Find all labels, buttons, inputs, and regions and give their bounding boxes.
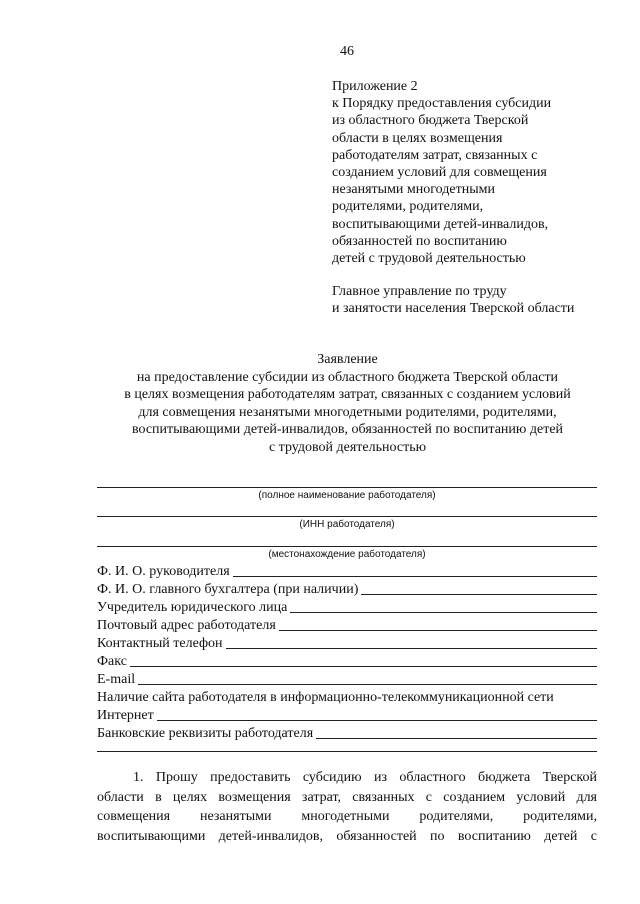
phone-field [97,634,597,652]
employer-name-caption: (полное наименование работодателя) [258,490,436,501]
founder-label: Учредитель юридического лица [97,600,288,615]
paragraph-line: воспитывающими детей-инвалидов, обязанностей по воспитанию детей с [97,828,597,844]
title-line: с трудовой деятельностью [268,439,427,455]
appendix-header [332,78,622,267]
appendix-line: воспитывающими детей-инвалидов, [332,216,549,232]
appendix-line: к Порядку предоставления субсидии [332,96,552,112]
appendix-line: детей с трудовой деятельностью [332,251,526,267]
location-caption: (местонахождение работодателя) [268,549,426,560]
director-label: Ф. И. О. руководителя [97,564,230,579]
appendix-line: Приложение 2 [332,79,418,94]
title-line: для совмещения незанятыми многодетными родителями, родителями, [138,404,557,420]
director-line[interactable] [233,576,597,577]
email-label: E-mail [97,672,136,687]
postal-address-field [97,616,597,634]
website-label-internet: Интернет [97,708,154,723]
bank-details-field [97,724,597,742]
inn-caption: (ИНН работодателя) [299,519,395,530]
founder-line[interactable] [290,612,597,613]
title-heading: Заявление [317,352,378,367]
addressee [332,283,622,317]
document-title [60,351,635,457]
inn-blank[interactable] [97,516,597,517]
chief-accountant-line[interactable] [361,594,597,595]
appendix-line: родителями, родителями, [332,199,484,215]
appendix-line: из областного бюджета Тверской [332,113,529,129]
email-line[interactable] [138,684,597,685]
chief-accountant-field [97,580,597,598]
website-field-line1 [97,688,597,706]
postal-address-line[interactable] [279,630,597,631]
appendix-line: созданием условий для совмещения [332,165,547,181]
website-label: Наличие сайта работодателя в информационно-телекоммуникационной сети [97,690,554,705]
postal-address-label: Почтовый адрес работодателя [97,618,276,633]
website-line[interactable] [157,720,597,721]
phone-label: Контактный телефон [97,636,223,651]
addressee-line: и занятости населения Тверской области [332,301,575,317]
fax-label: Факс [97,654,127,669]
paragraph-line: 1. Прошу предоставить субсидию из областного бюджета Тверской [133,770,597,785]
appendix-line: незанятыми многодетными [332,182,495,198]
bank-details-extra-line[interactable] [97,751,597,752]
bank-details-line[interactable] [316,738,597,739]
title-line: в целях возмещения работодателям затрат, связанных с созданием условий [124,387,571,403]
appendix-line: работодателям затрат, связанных с [332,147,538,163]
page-number: 46 [340,44,354,59]
phone-line[interactable] [226,648,597,649]
fax-line[interactable] [130,666,597,667]
appendix-line: области в целях возмещения [332,130,503,146]
chief-accountant-label: Ф. И. О. главного бухгалтера (при наличии) [97,582,359,597]
fax-field [97,652,597,670]
addressee-line: Главное управление по труду [332,284,507,299]
employer-name-blank[interactable] [97,487,597,488]
director-field [97,562,597,580]
title-line: на предоставление субсидии из областного бюджета Тверской области [136,369,559,385]
website-field-line2 [97,706,597,724]
paragraph-line: области в целях возмещения затрат, связанных с созданием условий для [97,789,597,805]
title-line: воспитывающими детей-инвалидов, обязанностей по воспитанию детей [131,422,564,438]
location-blank[interactable] [97,546,597,547]
paragraph-line: совмещения незанятыми многодетными родителями, родителями, [97,809,597,824]
request-paragraph [97,768,597,846]
email-field [97,670,597,688]
founder-field [97,598,597,616]
appendix-line: обязанностей по воспитанию [332,233,507,249]
bank-details-label: Банковские реквизиты работодателя [97,726,314,741]
